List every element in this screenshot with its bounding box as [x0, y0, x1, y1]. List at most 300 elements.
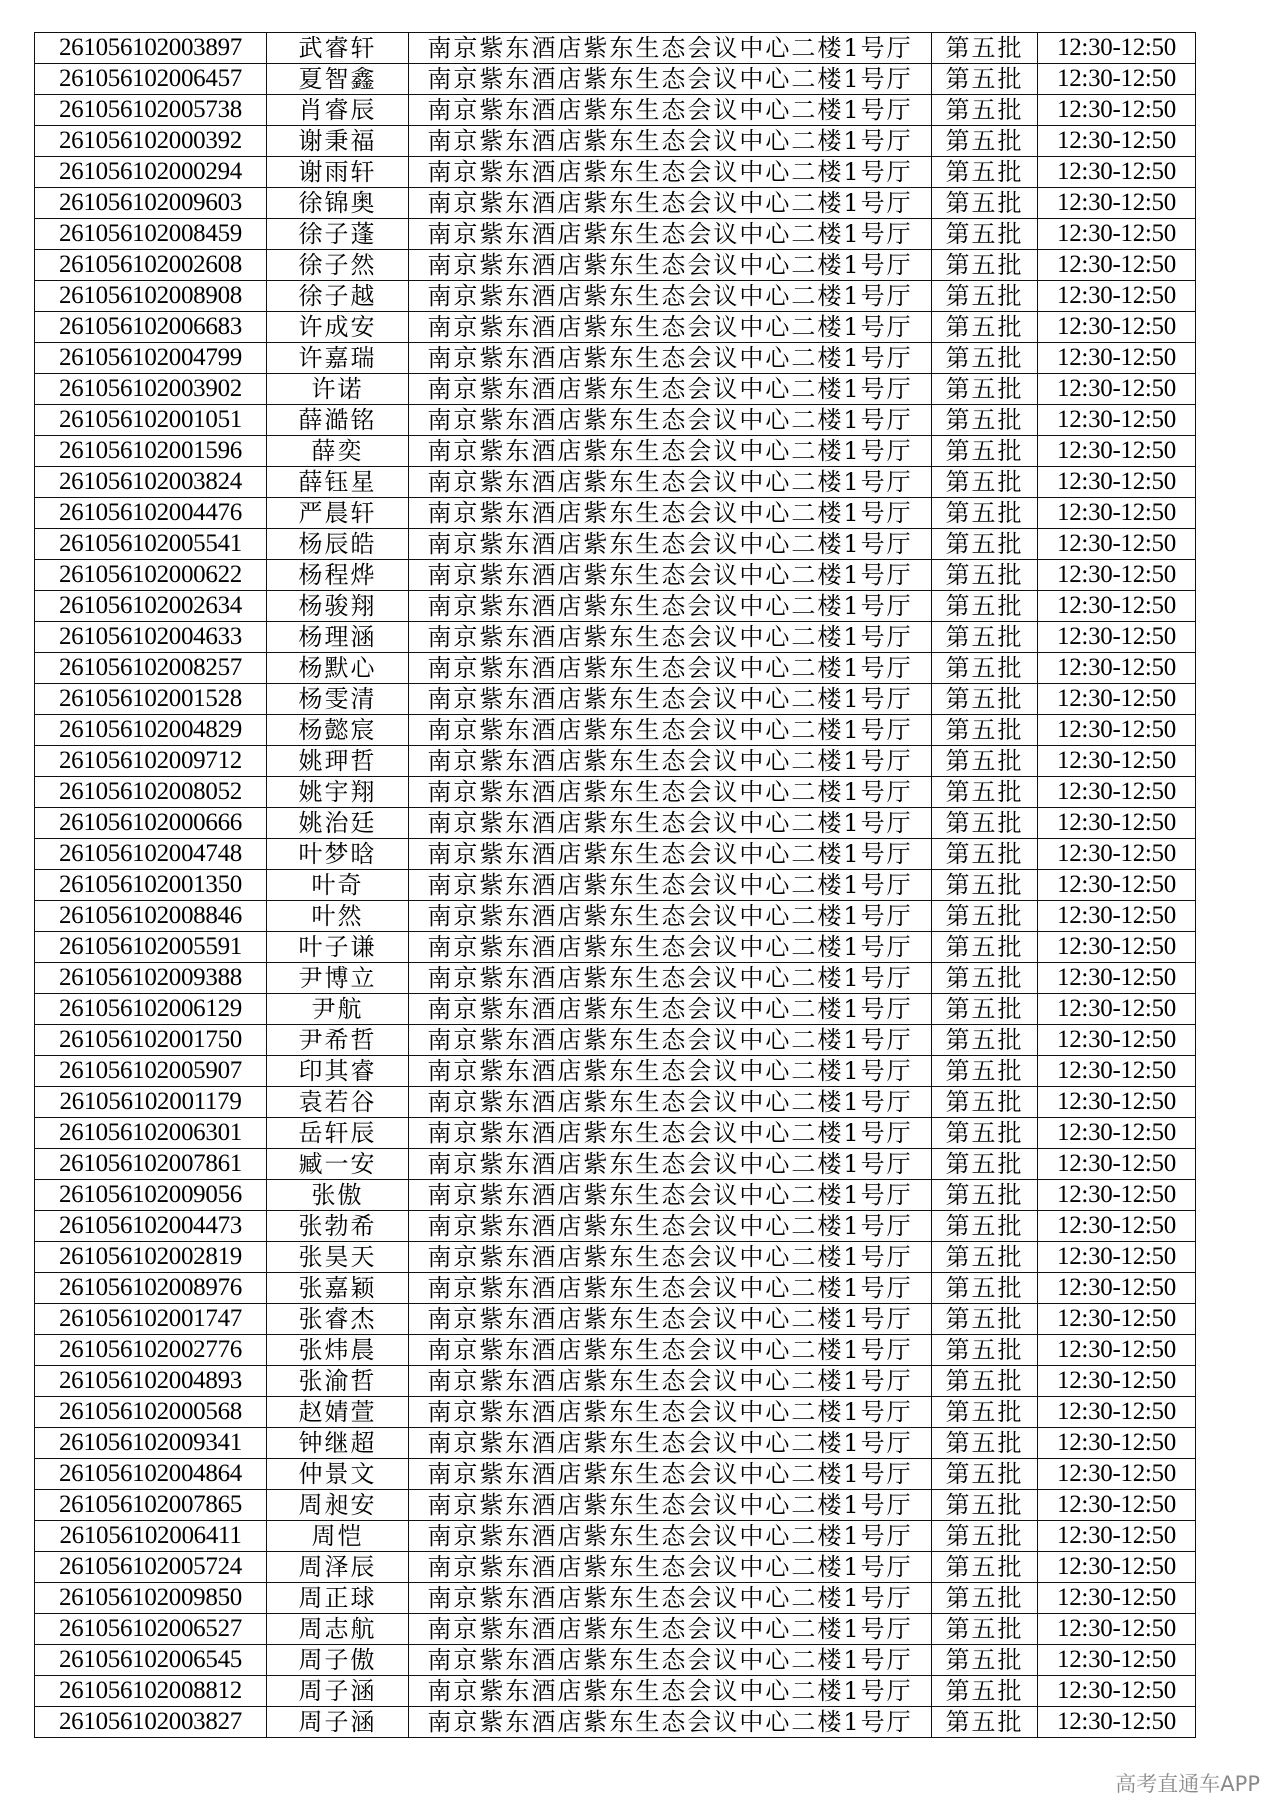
batch-cell: 第五批 [932, 994, 1038, 1025]
table-row [35, 312, 1196, 343]
venue-cell: 南京紫东酒店紫东生态会议中心二楼1号厅 [409, 1118, 932, 1149]
candidate-name-cell: 尹博立 [267, 963, 409, 994]
candidate-name-cell: 薛奕 [267, 436, 409, 467]
venue-cell: 南京紫东酒店紫东生态会议中心二楼1号厅 [409, 870, 932, 901]
venue-cell: 南京紫东酒店紫东生态会议中心二楼1号厅 [409, 1211, 932, 1242]
venue-cell: 南京紫东酒店紫东生态会议中心二楼1号厅 [409, 1087, 932, 1118]
venue-cell: 南京紫东酒店紫东生态会议中心二楼1号厅 [409, 1056, 932, 1087]
table-row [35, 436, 1196, 467]
batch-cell: 第五批 [932, 1180, 1038, 1211]
venue-cell: 南京紫东酒店紫东生态会议中心二楼1号厅 [409, 777, 932, 808]
exam-number-cell: 261056102008052 [35, 777, 267, 808]
candidate-name-cell: 周泽辰 [267, 1552, 409, 1583]
candidate-name-cell: 徐子然 [267, 250, 409, 281]
batch-cell: 第五批 [932, 715, 1038, 746]
batch-cell: 第五批 [932, 1459, 1038, 1490]
batch-cell: 第五批 [932, 1273, 1038, 1304]
venue-cell: 南京紫东酒店紫东生态会议中心二楼1号厅 [409, 157, 932, 188]
venue-cell: 南京紫东酒店紫东生态会议中心二楼1号厅 [409, 1521, 932, 1552]
exam-number-cell: 261056102008459 [35, 219, 267, 250]
batch-cell: 第五批 [932, 1490, 1038, 1521]
batch-cell: 第五批 [932, 467, 1038, 498]
candidate-name-cell: 岳轩辰 [267, 1118, 409, 1149]
table-row [35, 932, 1196, 963]
candidate-name-cell: 张睿杰 [267, 1304, 409, 1335]
candidate-name-cell: 杨程烨 [267, 560, 409, 591]
exam-number-cell: 261056102001596 [35, 436, 267, 467]
exam-number-cell: 261056102004864 [35, 1459, 267, 1490]
table-row [35, 963, 1196, 994]
table-row [35, 1707, 1196, 1738]
table-row [35, 467, 1196, 498]
time-slot-cell: 12:30-12:50 [1038, 436, 1196, 467]
batch-cell: 第五批 [932, 436, 1038, 467]
exam-number-cell: 261056102003897 [35, 33, 267, 64]
candidate-name-cell: 尹航 [267, 994, 409, 1025]
candidate-table [34, 32, 1196, 1738]
candidate-name-cell: 臧一安 [267, 1149, 409, 1180]
exam-number-cell: 261056102006457 [35, 64, 267, 95]
batch-cell: 第五批 [932, 1211, 1038, 1242]
batch-cell: 第五批 [932, 529, 1038, 560]
candidate-name-cell: 薛澔铭 [267, 405, 409, 436]
candidate-name-cell: 周子傲 [267, 1645, 409, 1676]
batch-cell: 第五批 [932, 405, 1038, 436]
candidate-name-cell: 徐锦奥 [267, 188, 409, 219]
table-row [35, 529, 1196, 560]
table-row [35, 1366, 1196, 1397]
venue-cell: 南京紫东酒店紫东生态会议中心二楼1号厅 [409, 1397, 932, 1428]
venue-cell: 南京紫东酒店紫东生态会议中心二楼1号厅 [409, 591, 932, 622]
venue-cell: 南京紫东酒店紫东生态会议中心二楼1号厅 [409, 1180, 932, 1211]
time-slot-cell: 12:30-12:50 [1038, 374, 1196, 405]
table-row [35, 901, 1196, 932]
exam-number-cell: 261056102002608 [35, 250, 267, 281]
table-row [35, 405, 1196, 436]
time-slot-cell: 12:30-12:50 [1038, 1428, 1196, 1459]
time-slot-cell: 12:30-12:50 [1038, 560, 1196, 591]
table-row [35, 777, 1196, 808]
batch-cell: 第五批 [932, 1645, 1038, 1676]
table-row [35, 281, 1196, 312]
candidate-name-cell: 谢秉福 [267, 126, 409, 157]
table-row [35, 64, 1196, 95]
candidate-name-cell: 许成安 [267, 312, 409, 343]
table-row [35, 157, 1196, 188]
batch-cell: 第五批 [932, 591, 1038, 622]
time-slot-cell: 12:30-12:50 [1038, 343, 1196, 374]
candidate-name-cell: 姚宇翔 [267, 777, 409, 808]
venue-cell: 南京紫东酒店紫东生态会议中心二楼1号厅 [409, 1273, 932, 1304]
exam-number-cell: 261056102001051 [35, 405, 267, 436]
time-slot-cell: 12:30-12:50 [1038, 1211, 1196, 1242]
table-row [35, 808, 1196, 839]
time-slot-cell: 12:30-12:50 [1038, 498, 1196, 529]
exam-number-cell: 261056102002634 [35, 591, 267, 622]
time-slot-cell: 12:30-12:50 [1038, 1676, 1196, 1707]
exam-number-cell: 261056102007865 [35, 1490, 267, 1521]
time-slot-cell: 12:30-12:50 [1038, 963, 1196, 994]
candidate-name-cell: 张炜晨 [267, 1335, 409, 1366]
table-row [35, 188, 1196, 219]
candidate-name-cell: 周昶安 [267, 1490, 409, 1521]
time-slot-cell: 12:30-12:50 [1038, 405, 1196, 436]
venue-cell: 南京紫东酒店紫东生态会议中心二楼1号厅 [409, 219, 932, 250]
venue-cell: 南京紫东酒店紫东生态会议中心二楼1号厅 [409, 1459, 932, 1490]
time-slot-cell: 12:30-12:50 [1038, 1304, 1196, 1335]
exam-number-cell: 261056102006301 [35, 1118, 267, 1149]
exam-number-cell: 261056102007861 [35, 1149, 267, 1180]
table-row [35, 1490, 1196, 1521]
time-slot-cell: 12:30-12:50 [1038, 839, 1196, 870]
exam-number-cell: 261056102004476 [35, 498, 267, 529]
batch-cell: 第五批 [932, 219, 1038, 250]
exam-number-cell: 261056102009603 [35, 188, 267, 219]
exam-number-cell: 261056102005907 [35, 1056, 267, 1087]
table-row [35, 1676, 1196, 1707]
candidate-name-cell: 肖睿辰 [267, 95, 409, 126]
venue-cell: 南京紫东酒店紫东生态会议中心二楼1号厅 [409, 560, 932, 591]
venue-cell: 南京紫东酒店紫东生态会议中心二楼1号厅 [409, 250, 932, 281]
venue-cell: 南京紫东酒店紫东生态会议中心二楼1号厅 [409, 684, 932, 715]
candidate-name-cell: 周正球 [267, 1583, 409, 1614]
time-slot-cell: 12:30-12:50 [1038, 126, 1196, 157]
exam-number-cell: 261056102004893 [35, 1366, 267, 1397]
table-row [35, 870, 1196, 901]
table-row [35, 1614, 1196, 1645]
candidate-name-cell: 许诺 [267, 374, 409, 405]
candidate-name-cell: 张嘉颖 [267, 1273, 409, 1304]
candidate-name-cell: 仲景文 [267, 1459, 409, 1490]
time-slot-cell: 12:30-12:50 [1038, 312, 1196, 343]
batch-cell: 第五批 [932, 932, 1038, 963]
time-slot-cell: 12:30-12:50 [1038, 1335, 1196, 1366]
batch-cell: 第五批 [932, 250, 1038, 281]
exam-number-cell: 261056102009056 [35, 1180, 267, 1211]
table-row [35, 1118, 1196, 1149]
table-row [35, 1428, 1196, 1459]
table-row [35, 839, 1196, 870]
time-slot-cell: 12:30-12:50 [1038, 281, 1196, 312]
batch-cell: 第五批 [932, 1552, 1038, 1583]
table-row [35, 1397, 1196, 1428]
venue-cell: 南京紫东酒店紫东生态会议中心二楼1号厅 [409, 839, 932, 870]
exam-number-cell: 261056102000622 [35, 560, 267, 591]
batch-cell: 第五批 [932, 343, 1038, 374]
candidate-name-cell: 许嘉瑞 [267, 343, 409, 374]
table-row [35, 250, 1196, 281]
time-slot-cell: 12:30-12:50 [1038, 219, 1196, 250]
time-slot-cell: 12:30-12:50 [1038, 1242, 1196, 1273]
table-row [35, 1335, 1196, 1366]
exam-number-cell: 261056102001747 [35, 1304, 267, 1335]
venue-cell: 南京紫东酒店紫东生态会议中心二楼1号厅 [409, 808, 932, 839]
exam-number-cell: 261056102004633 [35, 622, 267, 653]
table-row [35, 622, 1196, 653]
batch-cell: 第五批 [932, 1242, 1038, 1273]
candidate-name-cell: 张勃希 [267, 1211, 409, 1242]
venue-cell: 南京紫东酒店紫东生态会议中心二楼1号厅 [409, 1428, 932, 1459]
table-row [35, 684, 1196, 715]
time-slot-cell: 12:30-12:50 [1038, 622, 1196, 653]
time-slot-cell: 12:30-12:50 [1038, 1583, 1196, 1614]
exam-number-cell: 261056102000294 [35, 157, 267, 188]
venue-cell: 南京紫东酒店紫东生态会议中心二楼1号厅 [409, 715, 932, 746]
batch-cell: 第五批 [932, 684, 1038, 715]
venue-cell: 南京紫东酒店紫东生态会议中心二楼1号厅 [409, 188, 932, 219]
table-row [35, 560, 1196, 591]
candidate-name-cell: 杨骏翔 [267, 591, 409, 622]
candidate-name-cell: 薛钰星 [267, 467, 409, 498]
table-row [35, 1056, 1196, 1087]
time-slot-cell: 12:30-12:50 [1038, 1149, 1196, 1180]
table-row [35, 1459, 1196, 1490]
venue-cell: 南京紫东酒店紫东生态会议中心二楼1号厅 [409, 746, 932, 777]
candidate-name-cell: 张傲 [267, 1180, 409, 1211]
table-row [35, 343, 1196, 374]
venue-cell: 南京紫东酒店紫东生态会议中心二楼1号厅 [409, 901, 932, 932]
batch-cell: 第五批 [932, 64, 1038, 95]
candidate-name-cell: 严晨轩 [267, 498, 409, 529]
table-row [35, 1211, 1196, 1242]
exam-number-cell: 261056102004829 [35, 715, 267, 746]
candidate-name-cell: 姚玾哲 [267, 746, 409, 777]
candidate-name-cell: 周子涵 [267, 1676, 409, 1707]
batch-cell: 第五批 [932, 1087, 1038, 1118]
candidate-name-cell: 袁若谷 [267, 1087, 409, 1118]
table-row [35, 1087, 1196, 1118]
exam-number-cell: 261056102008846 [35, 901, 267, 932]
table-row [35, 746, 1196, 777]
candidate-name-cell: 赵婧萱 [267, 1397, 409, 1428]
table-row [35, 126, 1196, 157]
batch-cell: 第五批 [932, 839, 1038, 870]
batch-cell: 第五批 [932, 1707, 1038, 1738]
exam-number-cell: 261056102003902 [35, 374, 267, 405]
exam-number-cell: 261056102009850 [35, 1583, 267, 1614]
venue-cell: 南京紫东酒店紫东生态会议中心二楼1号厅 [409, 1490, 932, 1521]
exam-number-cell: 261056102006129 [35, 994, 267, 1025]
time-slot-cell: 12:30-12:50 [1038, 529, 1196, 560]
candidate-name-cell: 张昊天 [267, 1242, 409, 1273]
venue-cell: 南京紫东酒店紫东生态会议中心二楼1号厅 [409, 622, 932, 653]
exam-number-cell: 261056102008257 [35, 653, 267, 684]
exam-number-cell: 261056102009712 [35, 746, 267, 777]
exam-number-cell: 261056102009341 [35, 1428, 267, 1459]
table-row [35, 1521, 1196, 1552]
batch-cell: 第五批 [932, 1428, 1038, 1459]
time-slot-cell: 12:30-12:50 [1038, 95, 1196, 126]
venue-cell: 南京紫东酒店紫东生态会议中心二楼1号厅 [409, 1242, 932, 1273]
exam-number-cell: 261056102008812 [35, 1676, 267, 1707]
batch-cell: 第五批 [932, 1149, 1038, 1180]
table-row [35, 1645, 1196, 1676]
time-slot-cell: 12:30-12:50 [1038, 684, 1196, 715]
time-slot-cell: 12:30-12:50 [1038, 932, 1196, 963]
table-row [35, 1149, 1196, 1180]
time-slot-cell: 12:30-12:50 [1038, 746, 1196, 777]
time-slot-cell: 12:30-12:50 [1038, 1614, 1196, 1645]
venue-cell: 南京紫东酒店紫东生态会议中心二楼1号厅 [409, 1025, 932, 1056]
batch-cell: 第五批 [932, 1304, 1038, 1335]
exam-number-cell: 261056102006545 [35, 1645, 267, 1676]
exam-number-cell: 261056102006527 [35, 1614, 267, 1645]
exam-number-cell: 261056102005541 [35, 529, 267, 560]
candidate-name-cell: 叶子谦 [267, 932, 409, 963]
time-slot-cell: 12:30-12:50 [1038, 1087, 1196, 1118]
exam-number-cell: 261056102003824 [35, 467, 267, 498]
exam-number-cell: 261056102005591 [35, 932, 267, 963]
exam-number-cell: 261056102003827 [35, 1707, 267, 1738]
candidate-name-cell: 印其睿 [267, 1056, 409, 1087]
table-row [35, 1583, 1196, 1614]
exam-number-cell: 261056102006411 [35, 1521, 267, 1552]
venue-cell: 南京紫东酒店紫东生态会议中心二楼1号厅 [409, 343, 932, 374]
batch-cell: 第五批 [932, 777, 1038, 808]
exam-number-cell: 261056102008976 [35, 1273, 267, 1304]
venue-cell: 南京紫东酒店紫东生态会议中心二楼1号厅 [409, 653, 932, 684]
venue-cell: 南京紫东酒店紫东生态会议中心二楼1号厅 [409, 1335, 932, 1366]
candidate-name-cell: 叶梦晗 [267, 839, 409, 870]
exam-number-cell: 261056102000666 [35, 808, 267, 839]
exam-number-cell: 261056102002776 [35, 1335, 267, 1366]
candidate-name-cell: 杨雯清 [267, 684, 409, 715]
candidate-table-body [35, 33, 1196, 1738]
time-slot-cell: 12:30-12:50 [1038, 591, 1196, 622]
venue-cell: 南京紫东酒店紫东生态会议中心二楼1号厅 [409, 1614, 932, 1645]
batch-cell: 第五批 [932, 1025, 1038, 1056]
venue-cell: 南京紫东酒店紫东生态会议中心二楼1号厅 [409, 1366, 932, 1397]
table-row [35, 1180, 1196, 1211]
venue-cell: 南京紫东酒店紫东生态会议中心二楼1号厅 [409, 1149, 932, 1180]
exam-number-cell: 261056102001528 [35, 684, 267, 715]
venue-cell: 南京紫东酒店紫东生态会议中心二楼1号厅 [409, 932, 932, 963]
batch-cell: 第五批 [932, 312, 1038, 343]
venue-cell: 南京紫东酒店紫东生态会议中心二楼1号厅 [409, 1676, 932, 1707]
time-slot-cell: 12:30-12:50 [1038, 901, 1196, 932]
candidate-name-cell: 武睿轩 [267, 33, 409, 64]
batch-cell: 第五批 [932, 622, 1038, 653]
batch-cell: 第五批 [932, 1397, 1038, 1428]
candidate-name-cell: 周子涵 [267, 1707, 409, 1738]
table-row [35, 1304, 1196, 1335]
time-slot-cell: 12:30-12:50 [1038, 250, 1196, 281]
exam-number-cell: 261056102005738 [35, 95, 267, 126]
venue-cell: 南京紫东酒店紫东生态会议中心二楼1号厅 [409, 498, 932, 529]
candidate-name-cell: 钟继超 [267, 1428, 409, 1459]
candidate-name-cell: 尹希哲 [267, 1025, 409, 1056]
exam-number-cell: 261056102005724 [35, 1552, 267, 1583]
time-slot-cell: 12:30-12:50 [1038, 1180, 1196, 1211]
time-slot-cell: 12:30-12:50 [1038, 1521, 1196, 1552]
batch-cell: 第五批 [932, 188, 1038, 219]
batch-cell: 第五批 [932, 281, 1038, 312]
exam-number-cell: 261056102001350 [35, 870, 267, 901]
batch-cell: 第五批 [932, 1583, 1038, 1614]
candidate-name-cell: 杨理涵 [267, 622, 409, 653]
batch-cell: 第五批 [932, 1521, 1038, 1552]
venue-cell: 南京紫东酒店紫东生态会议中心二楼1号厅 [409, 436, 932, 467]
batch-cell: 第五批 [932, 95, 1038, 126]
time-slot-cell: 12:30-12:50 [1038, 1707, 1196, 1738]
time-slot-cell: 12:30-12:50 [1038, 1273, 1196, 1304]
candidate-name-cell: 叶奇 [267, 870, 409, 901]
batch-cell: 第五批 [932, 1614, 1038, 1645]
time-slot-cell: 12:30-12:50 [1038, 1056, 1196, 1087]
venue-cell: 南京紫东酒店紫东生态会议中心二楼1号厅 [409, 95, 932, 126]
time-slot-cell: 12:30-12:50 [1038, 64, 1196, 95]
venue-cell: 南京紫东酒店紫东生态会议中心二楼1号厅 [409, 963, 932, 994]
candidate-name-cell: 徐子越 [267, 281, 409, 312]
venue-cell: 南京紫东酒店紫东生态会议中心二楼1号厅 [409, 312, 932, 343]
table-row [35, 95, 1196, 126]
venue-cell: 南京紫东酒店紫东生态会议中心二楼1号厅 [409, 64, 932, 95]
table-row [35, 33, 1196, 64]
batch-cell: 第五批 [932, 653, 1038, 684]
batch-cell: 第五批 [932, 901, 1038, 932]
time-slot-cell: 12:30-12:50 [1038, 994, 1196, 1025]
exam-number-cell: 261056102002819 [35, 1242, 267, 1273]
time-slot-cell: 12:30-12:50 [1038, 1025, 1196, 1056]
venue-cell: 南京紫东酒店紫东生态会议中心二楼1号厅 [409, 126, 932, 157]
candidate-name-cell: 徐子蓬 [267, 219, 409, 250]
table-row [35, 994, 1196, 1025]
time-slot-cell: 12:30-12:50 [1038, 1366, 1196, 1397]
table-row [35, 1273, 1196, 1304]
table-row [35, 715, 1196, 746]
exam-number-cell: 261056102004473 [35, 1211, 267, 1242]
table-row [35, 653, 1196, 684]
time-slot-cell: 12:30-12:50 [1038, 1490, 1196, 1521]
exam-number-cell: 261056102000568 [35, 1397, 267, 1428]
batch-cell: 第五批 [932, 1118, 1038, 1149]
batch-cell: 第五批 [932, 157, 1038, 188]
venue-cell: 南京紫东酒店紫东生态会议中心二楼1号厅 [409, 994, 932, 1025]
time-slot-cell: 12:30-12:50 [1038, 157, 1196, 188]
batch-cell: 第五批 [932, 560, 1038, 591]
exam-number-cell: 261056102004748 [35, 839, 267, 870]
time-slot-cell: 12:30-12:50 [1038, 870, 1196, 901]
candidate-name-cell: 杨懿宸 [267, 715, 409, 746]
time-slot-cell: 12:30-12:50 [1038, 1645, 1196, 1676]
candidate-name-cell: 夏智鑫 [267, 64, 409, 95]
batch-cell: 第五批 [932, 746, 1038, 777]
batch-cell: 第五批 [932, 963, 1038, 994]
time-slot-cell: 12:30-12:50 [1038, 188, 1196, 219]
candidate-name-cell: 杨辰皓 [267, 529, 409, 560]
table-row [35, 498, 1196, 529]
venue-cell: 南京紫东酒店紫东生态会议中心二楼1号厅 [409, 1707, 932, 1738]
batch-cell: 第五批 [932, 808, 1038, 839]
candidate-name-cell: 周志航 [267, 1614, 409, 1645]
candidate-name-cell: 叶然 [267, 901, 409, 932]
exam-number-cell: 261056102008908 [35, 281, 267, 312]
venue-cell: 南京紫东酒店紫东生态会议中心二楼1号厅 [409, 374, 932, 405]
batch-cell: 第五批 [932, 1676, 1038, 1707]
venue-cell: 南京紫东酒店紫东生态会议中心二楼1号厅 [409, 405, 932, 436]
table-row [35, 1242, 1196, 1273]
table-row [35, 374, 1196, 405]
batch-cell: 第五批 [932, 498, 1038, 529]
table-row [35, 591, 1196, 622]
exam-number-cell: 261056102000392 [35, 126, 267, 157]
batch-cell: 第五批 [932, 1335, 1038, 1366]
batch-cell: 第五批 [932, 1366, 1038, 1397]
venue-cell: 南京紫东酒店紫东生态会议中心二楼1号厅 [409, 281, 932, 312]
time-slot-cell: 12:30-12:50 [1038, 1118, 1196, 1149]
candidate-name-cell: 杨默心 [267, 653, 409, 684]
candidate-name-cell: 周恺 [267, 1521, 409, 1552]
